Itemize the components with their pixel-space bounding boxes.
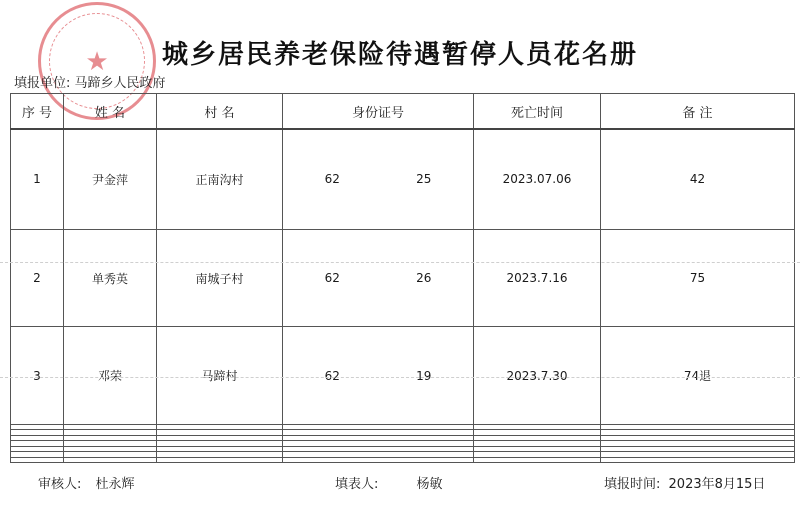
col-header-name: 姓 名 xyxy=(64,94,157,130)
seal-star-icon: ★ xyxy=(85,47,109,77)
col-header-no: 序 号 xyxy=(11,94,64,130)
empty-row xyxy=(11,457,795,462)
empty-cell xyxy=(11,457,64,462)
footer-reviewer xyxy=(38,473,135,492)
cell-no: 2 xyxy=(11,229,64,327)
table-row xyxy=(11,229,795,327)
empty-cell xyxy=(64,457,157,462)
reporting-unit-label: 填报单位: xyxy=(14,76,71,91)
cell-note: 74退 xyxy=(601,327,795,425)
cell-death-date: 2023.07.06 xyxy=(474,129,601,229)
col-header-note: 备 注 xyxy=(601,94,795,130)
col-header-id: 身份证号 xyxy=(283,94,474,130)
col-header-village: 村 名 xyxy=(157,94,283,130)
footer-date xyxy=(604,473,765,492)
reporting-unit xyxy=(14,72,166,91)
cell-name: 邓荣 xyxy=(64,327,157,425)
empty-cell xyxy=(283,457,474,462)
report-date-label: 填报时间: xyxy=(604,477,661,492)
cell-note: 42 xyxy=(601,129,795,229)
filler-name: 杨敏 xyxy=(416,477,443,492)
cell-id: 62 19 xyxy=(283,327,474,425)
cell-note: 75 xyxy=(601,229,795,327)
reviewer-name: 杜永辉 xyxy=(95,477,135,492)
roster-table xyxy=(10,93,795,463)
col-header-death-date: 死亡时间 xyxy=(474,94,601,130)
table-header-row xyxy=(11,94,795,130)
cell-no: 1 xyxy=(11,129,64,229)
cell-id: 62 25 xyxy=(283,129,474,229)
cell-name: 单秀英 xyxy=(64,229,157,327)
table-row xyxy=(11,129,795,229)
report-date: 2023年8月15日 xyxy=(668,477,766,492)
cell-death-date: 2023.7.16 xyxy=(474,229,601,327)
table-row xyxy=(11,327,795,425)
empty-cell xyxy=(157,457,283,462)
reporting-unit-value: 马蹄乡人民政府 xyxy=(74,76,166,91)
cell-death-date: 2023.7.30 xyxy=(474,327,601,425)
cell-no: 3 xyxy=(11,327,64,425)
filler-label: 填表人: xyxy=(335,477,379,492)
cell-village: 南城子村 xyxy=(157,229,283,327)
cell-id: 62 26 xyxy=(283,229,474,327)
cell-village: 马蹄村 xyxy=(157,327,283,425)
footer-filler xyxy=(335,473,443,492)
cell-name: 尹金萍 xyxy=(64,129,157,229)
empty-cell xyxy=(474,457,601,462)
scan-fold-line xyxy=(0,377,800,378)
scan-fold-line xyxy=(0,262,800,263)
reviewer-label: 审核人: xyxy=(38,477,82,492)
document-title: 城乡居民养老保险待遇暂停人员花名册 xyxy=(161,40,638,70)
cell-village: 正南沟村 xyxy=(157,129,283,229)
empty-cell xyxy=(601,457,795,462)
